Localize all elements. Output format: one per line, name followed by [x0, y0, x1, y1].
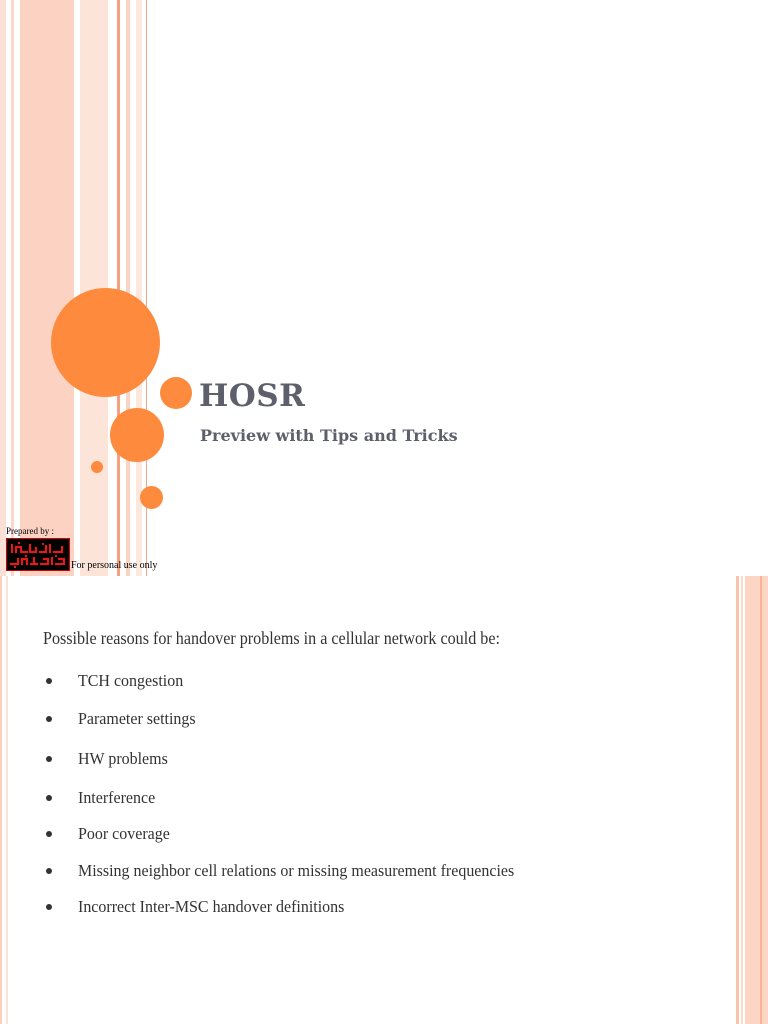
decor-stripe: [736, 576, 739, 1024]
list-item-text: Missing neighbor cell relations or missing measurement frequencies: [78, 861, 515, 880]
bullet-icon: [46, 756, 52, 762]
bullet-icon: [46, 678, 52, 684]
decor-circle-medium: [110, 408, 164, 462]
decor-stripe: [760, 576, 762, 1024]
list-item: [46, 708, 203, 730]
decor-stripe: [6, 576, 8, 1024]
prepared-by-label: Prepared by :: [6, 526, 54, 536]
decor-stripe: [0, 0, 6, 576]
content-slide: [0, 576, 768, 1024]
decor-stripe: [741, 576, 743, 1024]
decor-stripe: [745, 576, 768, 1024]
intro-text: Possible reasons for handover problems in a cellular network could be:: [43, 628, 500, 648]
decor-stripe: [0, 576, 2, 1024]
bullet-icon: [46, 904, 52, 910]
list-item-text: Incorrect Inter-MSC handover definitions: [78, 897, 345, 916]
list-item: [46, 670, 190, 692]
decor-circle-small: [160, 377, 192, 409]
decor-stripe: [126, 0, 130, 576]
decor-stripe: [20, 0, 74, 576]
list-item-text: TCH congestion: [78, 671, 184, 690]
list-item: [46, 896, 361, 918]
personal-use-note: For personal use only: [71, 560, 158, 571]
list-item: [46, 860, 542, 882]
decor-stripe: [11, 0, 14, 576]
list-item-text: Poor coverage: [78, 824, 170, 843]
list-item: [46, 748, 174, 770]
decor-stripe: [136, 0, 142, 576]
list-item-text: Parameter settings: [78, 709, 196, 728]
bullet-icon: [46, 795, 52, 801]
author-logo: [6, 538, 70, 571]
author-logo-mark: [8, 540, 68, 569]
decor-circle-tiny: [91, 461, 103, 473]
slide-subtitle: Preview with Tips and Tricks: [200, 426, 458, 445]
bullet-icon: [46, 868, 52, 874]
decor-circle-large: [51, 288, 160, 397]
bullet-icon: [46, 716, 52, 722]
list-item: [46, 787, 160, 809]
slide-title: HOSR: [199, 378, 306, 414]
decor-stripe: [117, 0, 120, 576]
decor-circle-small: [140, 486, 163, 509]
bullet-icon: [46, 831, 52, 837]
list-item: [46, 823, 176, 845]
list-item-text: Interference: [78, 788, 156, 807]
list-item-text: HW problems: [78, 749, 168, 768]
